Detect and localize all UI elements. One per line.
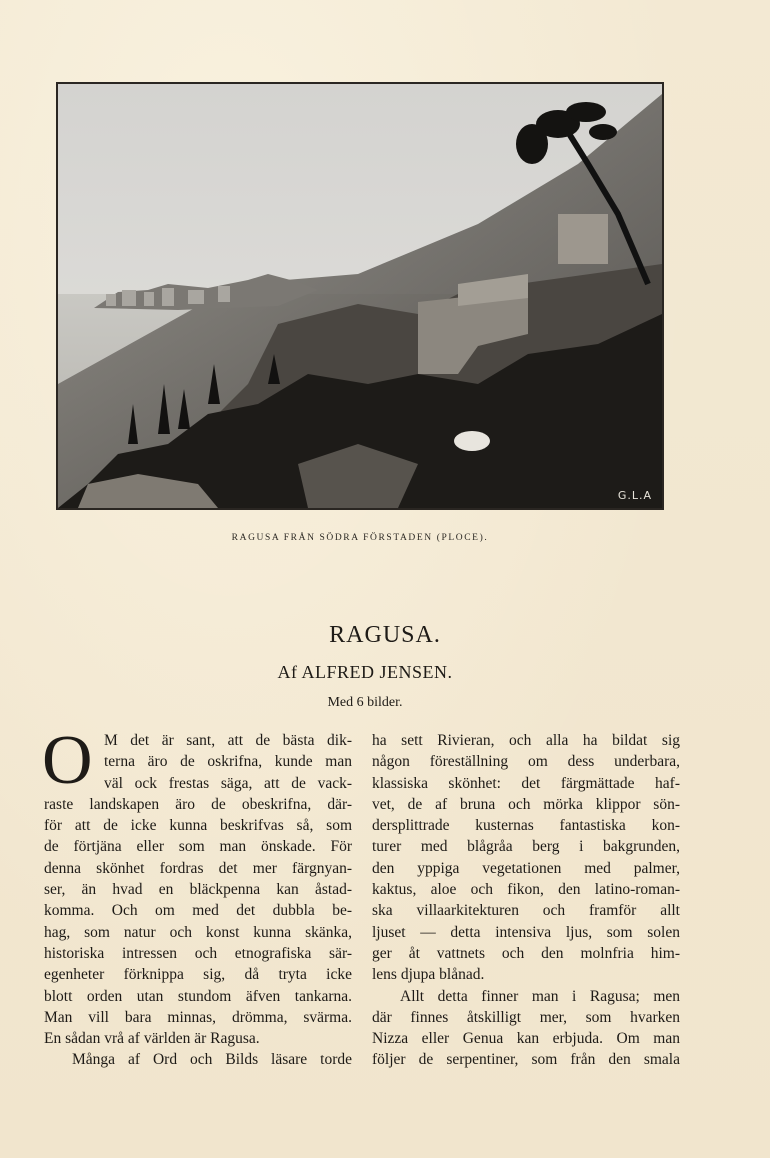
article-title: RAGUSA. — [329, 622, 441, 648]
text-line: där finnes åtskilligt mer, som hvarken — [372, 1008, 680, 1026]
text-line: hag, som natur och konst kunna skänka, — [44, 923, 352, 941]
article-subtitle: Med 6 bilder. — [327, 695, 403, 710]
text-line: lens djupa blånad. — [372, 966, 485, 984]
drop-cap: O — [42, 722, 93, 799]
text-line: Allt detta finner man i Ragusa; men — [400, 987, 680, 1005]
ragusa-photograph — [56, 82, 664, 510]
text-line: de förtjäna eller som man önskade. För — [44, 838, 352, 856]
text-line: blott orden utan stundom äfven tankarna. — [44, 987, 352, 1005]
text-line: ser, än hvad en bläckpenna kan åstad- — [44, 881, 352, 899]
text-line: Man vill bara minnas, drömma, svärma. — [44, 1008, 352, 1026]
text-line: den yppiga vegetationen med palmer, — [372, 859, 680, 877]
left-column — [42, 722, 352, 1071]
text-line: ha sett Rivieran, och alla ha bildat sig — [372, 732, 680, 749]
text-line: raste landskapen äro de obeskrifna, där- — [44, 795, 352, 813]
text-line: kaktus, aloe och fikon, den latino-roman- — [372, 881, 680, 899]
text-line: En sådan vrå af världen är Ragusa. — [44, 1030, 260, 1048]
text-line: för att de icke kunna beskrifvas så, som — [44, 817, 352, 835]
text-line: historiska intressen och etnografiska sär- — [44, 944, 352, 962]
text-line: någon föreställning om dess underbara, — [372, 753, 680, 771]
text-line: ska villaarkitekturen och framför allt — [372, 902, 680, 920]
text-line: Många af Ord och Bilds läsare torde — [72, 1051, 352, 1069]
article-author: Af ALFRED JENSEN. — [277, 662, 453, 682]
text-line: Nizza eller Genua kan erbjuda. Om man — [372, 1030, 680, 1048]
text-line: M det är sant, att de bästa dik- — [104, 732, 352, 749]
figure-caption: RAGUSA FRÅN SÖDRA FÖRSTADEN (PLOCE). — [231, 533, 489, 543]
text-line: dersplittrade kusternas fantastiska kon- — [372, 817, 680, 835]
text-line: ger åt vattnets och den molnfria him- — [372, 944, 680, 962]
text-line: vet, de af bruna och mörka klippor sön- — [372, 795, 680, 813]
text-line: väl ock frestas säga, att de vack- — [104, 774, 352, 792]
text-line: ljuset — detta intensiva ljus, som solen — [372, 923, 680, 941]
text-line: terna äro de oskrifna, kunde man — [104, 753, 352, 771]
photo-credit: G.L.A — [617, 489, 652, 502]
landscape-illustration — [58, 84, 662, 508]
text-line: denna skönhet fordras det mer färgnyan- — [44, 859, 352, 877]
text-line: klassiska skönhet: det färgmättade haf- — [372, 774, 680, 792]
text-line: följer de serpentiner, som från den smala — [372, 1051, 680, 1069]
text-line: egenheter förknippa sig, då tryta icke — [44, 966, 352, 984]
text-line: komma. Och om med det dubbla be- — [44, 902, 352, 920]
right-column — [372, 730, 680, 1071]
text-line: turer med blågråa berg i bakgrunden, — [372, 838, 680, 856]
